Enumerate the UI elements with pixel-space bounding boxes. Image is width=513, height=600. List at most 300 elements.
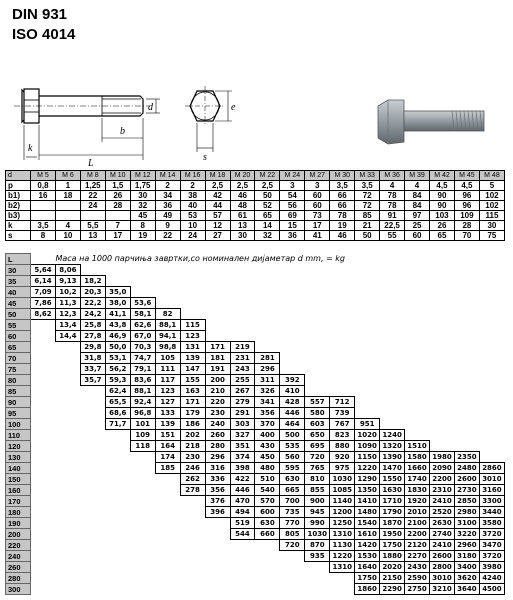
mass-empty-cell [305,276,330,287]
mass-cell: 25,8 [80,320,105,331]
mass-empty-cell [55,529,80,540]
mass-row [6,353,505,364]
dims-cell: 1,25 [80,181,105,191]
mass-cell: 231 [230,353,255,364]
mass-cell: 870 [305,540,330,551]
dims-header-cell: M 12 [130,171,155,181]
mass-empty-cell [305,573,330,584]
dims-cell: 25 [405,221,430,231]
mass-cell: 1020 [355,430,380,441]
mass-empty-cell [80,441,105,452]
mass-cell: 181 [205,353,230,364]
mass-empty-cell [255,584,280,595]
dims-cell: 32 [255,231,280,241]
mass-cell: 267 [230,386,255,397]
mass-empty-cell [130,287,155,298]
mass-empty-cell [180,265,205,276]
mass-empty-cell [130,562,155,573]
mass-empty-cell [380,276,405,287]
mass-row-label: 220 [6,540,31,551]
mass-empty-cell [255,276,280,287]
mass-row-label: 35 [6,276,31,287]
mass-empty-cell [105,485,130,496]
mass-empty-cell [454,265,479,276]
mass-cell: 3640 [454,584,479,595]
dims-cell: 90 [430,201,455,211]
mass-cell: 59,3 [105,375,130,386]
mass-cell: 2750 [405,584,430,595]
mass-empty-cell [31,529,56,540]
mass-empty-cell [305,353,330,364]
mass-cell: 1640 [355,562,380,573]
mass-empty-cell [105,474,130,485]
mass-cell: 82 [155,309,180,320]
dims-header-cell: M 30 [330,171,355,181]
mass-empty-cell [479,309,504,320]
mass-cell: 2310 [430,485,455,496]
mass-cell: 35,7 [80,375,105,386]
mass-cell: 2270 [405,551,430,562]
mass-row [6,309,505,320]
mass-empty-cell [105,496,130,507]
mass-empty-cell [380,353,405,364]
dims-cell [31,201,56,211]
dimensions-table [5,170,505,241]
mass-empty-cell [55,540,80,551]
mass-empty-cell [31,397,56,408]
mass-empty-cell [55,408,80,419]
mass-empty-cell [454,386,479,397]
mass-cell: 1350 [355,485,380,496]
mass-empty-cell [55,419,80,430]
mass-cell: 2100 [405,518,430,529]
dims-cell: 54 [280,191,305,201]
mass-cell: 12,3 [55,309,80,320]
mass-cell: 1310 [330,529,355,540]
mass-cell: 240 [205,419,230,430]
mass-empty-cell [31,331,56,342]
mass-empty-cell [479,441,504,452]
mass-cell: 1790 [380,507,405,518]
mass-cell: 480 [255,463,280,474]
mass-row [6,364,505,375]
mass-cell: 53,6 [130,298,155,309]
mass-cell: 186 [180,419,205,430]
mass-cell: 115 [180,320,205,331]
mass-empty-cell [130,584,155,595]
dims-header-cell: M 36 [380,171,405,181]
mass-empty-cell [55,430,80,441]
mass-empty-cell [155,551,180,562]
mass-cell: 117 [155,375,180,386]
mass-row [6,265,505,276]
mass-empty-cell [31,452,56,463]
mass-empty-cell [230,584,255,595]
mass-empty-cell [454,276,479,287]
dims-cell: 26 [105,191,130,201]
mass-empty-cell [380,364,405,375]
dims-cell: 49 [155,211,180,221]
dims-cell: 1 [55,181,80,191]
mass-cell: 179 [180,408,205,419]
mass-cell: 3010 [430,573,455,584]
mass-cell: 2200 [430,474,455,485]
mass-empty-cell [155,496,180,507]
mass-empty-cell [355,309,380,320]
mass-empty-cell [479,452,504,463]
dims-cell: 42 [205,191,230,201]
mass-empty-cell [355,265,380,276]
mass-empty-cell [454,375,479,386]
mass-empty-cell [80,573,105,584]
mass-empty-cell [454,353,479,364]
mass-cell: 1200 [330,507,355,518]
dims-cell: 0,8 [31,181,56,191]
mass-empty-cell [80,507,105,518]
mass-cell: 9,13 [55,276,80,287]
mass-cell: 296 [255,364,280,375]
mass-cell: 4240 [479,573,504,584]
mass-empty-cell [105,463,130,474]
mass-row-label: 70 [6,353,31,364]
mass-empty-cell [55,573,80,584]
mass-cell: 105 [155,353,180,364]
dims-cell: 96 [454,191,479,201]
mass-empty-cell [130,551,155,562]
dims-cell: 46 [230,191,255,201]
dims-cell: 41 [305,231,330,241]
dims-cell: 78 [380,191,405,201]
dims-header-cell: M 20 [230,171,255,181]
mass-cell: 68,6 [105,408,130,419]
mass-cell: 202 [180,430,205,441]
mass-cell: 1740 [405,474,430,485]
mass-row [6,540,505,551]
dims-cell: 60 [305,191,330,201]
mass-cell: 8,06 [55,265,80,276]
mass-empty-cell [155,298,180,309]
mass-empty-cell [205,551,230,562]
dims-cell: 60 [405,231,430,241]
mass-empty-cell [105,276,130,287]
dims-cell: 75 [479,231,504,241]
mass-cell: 1550 [380,474,405,485]
dims-cell: 15 [280,221,305,231]
mass-cell: 2630 [430,518,455,529]
mass-cell: 4500 [479,584,504,595]
mass-empty-cell [305,584,330,595]
dims-cell: 30 [479,221,504,231]
dims-cell: 4 [405,181,430,191]
mass-cell: 2730 [454,485,479,496]
dims-cell: 36 [280,231,305,241]
mass-empty-cell [230,309,255,320]
mass-cell: 2350 [454,452,479,463]
mass-cell: 398 [230,463,255,474]
mass-empty-cell [155,287,180,298]
mass-empty-cell [380,342,405,353]
mass-empty-cell [380,331,405,342]
mass-cell: 1420 [355,540,380,551]
mass-empty-cell [330,276,355,287]
mass-empty-cell [330,331,355,342]
mass-empty-cell [355,342,380,353]
mass-cell: 720 [305,452,330,463]
mass-cell: 464 [280,419,305,430]
mass-empty-cell [454,430,479,441]
mass-empty-cell [430,408,455,419]
mass-cell: 92,4 [130,397,155,408]
dims-cell: 2,5 [230,181,255,191]
mass-cell: 3580 [479,518,504,529]
dims-cell: 65 [255,211,280,221]
mass-empty-cell [330,287,355,298]
mass-row [6,518,505,529]
mass-empty-cell [205,276,230,287]
bolt-photo [372,96,492,148]
mass-row-label: 60 [6,331,31,342]
dims-cell: 3,5 [355,181,380,191]
mass-empty-cell [305,309,330,320]
mass-cell: 767 [330,419,355,430]
mass-empty-cell [405,430,430,441]
mass-empty-cell [405,397,430,408]
mass-cell: 557 [305,397,330,408]
mass-cell: 855 [305,485,330,496]
mass-empty-cell [155,540,180,551]
mass-cell: 316 [205,463,230,474]
mass-cell: 1630 [380,485,405,496]
mass-cell: 1140 [330,496,355,507]
mass-row-label: 90 [6,397,31,408]
mass-empty-cell [255,551,280,562]
standard-title-din: DIN 931 [12,6,68,23]
mass-empty-cell [180,276,205,287]
mass-cell: 396 [205,507,230,518]
mass-empty-cell [230,320,255,331]
mass-empty-cell [305,375,330,386]
mass-l-header: L [6,254,31,265]
mass-empty-cell [205,529,230,540]
mass-empty-cell [405,265,430,276]
mass-empty-cell [479,375,504,386]
dims-header-cell: M 33 [355,171,380,181]
mass-empty-cell [405,287,430,298]
mass-empty-cell [280,320,305,331]
mass-cell: 540 [255,485,280,496]
mass-empty-cell [55,496,80,507]
mass-cell: 1085 [330,485,355,496]
mass-empty-cell [130,474,155,485]
mass-empty-cell [55,342,80,353]
label-s: s [203,152,207,163]
dims-cell: 14 [255,221,280,231]
dims-cell: 24 [80,201,105,211]
mass-empty-cell [55,441,80,452]
mass-cell: 660 [255,529,280,540]
dims-cell: 56 [280,201,305,211]
mass-cell: 430 [255,441,280,452]
mass-cell: 2850 [454,496,479,507]
mass-cell: 262 [180,474,205,485]
mass-row-label: 65 [6,342,31,353]
mass-empty-cell [105,573,130,584]
dims-cell: 2,5 [205,181,230,191]
dims-cell: 3,5 [31,221,56,231]
mass-cell: 3720 [479,529,504,540]
mass-empty-cell [130,265,155,276]
mass-empty-cell [405,375,430,386]
mass-cell: 630 [255,518,280,529]
mass-empty-cell [430,276,455,287]
mass-cell: 1390 [380,452,405,463]
mass-cell: 2200 [405,529,430,540]
mass-empty-cell [230,573,255,584]
mass-empty-cell [80,397,105,408]
mass-cell: 392 [280,375,305,386]
mass-empty-cell [80,463,105,474]
mass-empty-cell [330,386,355,397]
dims-cell: 52 [255,201,280,211]
mass-cell: 185 [155,463,180,474]
mass-cell: 570 [255,496,280,507]
dims-cell: 60 [305,201,330,211]
mass-empty-cell [405,342,430,353]
dims-cell: 103 [430,211,455,221]
mass-empty-cell [180,518,205,529]
dims-cell: 36 [155,201,180,211]
mass-empty-cell [230,540,255,551]
mass-empty-cell [380,309,405,320]
mass-cell: 450 [255,452,280,463]
mass-empty-cell [80,529,105,540]
mass-empty-cell [430,364,455,375]
dims-cell: 4 [380,181,405,191]
mass-empty-cell [55,397,80,408]
mass-empty-cell [80,551,105,562]
mass-empty-cell [280,265,305,276]
mass-empty-cell [355,320,380,331]
mass-cell: 164 [155,441,180,452]
mass-empty-cell [454,331,479,342]
mass-empty-cell [31,584,56,595]
dims-cell: 85 [355,211,380,221]
mass-empty-cell [55,584,80,595]
mass-cell: 2020 [380,562,405,573]
mass-empty-cell [280,562,305,573]
mass-empty-cell [330,353,355,364]
mass-empty-cell [330,342,355,353]
label-d: d [148,102,153,113]
mass-empty-cell [230,331,255,342]
mass-empty-cell [31,518,56,529]
mass-row [6,320,505,331]
mass-cell: 1980 [430,452,455,463]
mass-empty-cell [280,287,305,298]
mass-empty-cell [205,287,230,298]
mass-cell: 1410 [355,496,380,507]
mass-cell: 356 [205,485,230,496]
mass-cell: 83,6 [130,375,155,386]
mass-empty-cell [479,287,504,298]
label-b: b [120,126,125,137]
mass-cell: 600 [255,507,280,518]
mass-cell: 2430 [405,562,430,573]
mass-empty-cell [280,276,305,287]
mass-empty-cell [330,298,355,309]
mass-cell: 603 [305,419,330,430]
mass-cell: 98,8 [155,342,180,353]
dims-cell: 44 [205,201,230,211]
mass-cell: 38,0 [105,298,130,309]
mass-empty-cell [330,309,355,320]
mass-empty-cell [105,441,130,452]
mass-cell: 720 [280,540,305,551]
mass-empty-cell [479,408,504,419]
mass-empty-cell [155,518,180,529]
mass-empty-cell [230,265,255,276]
dims-cell: 66 [330,191,355,201]
mass-empty-cell [105,540,130,551]
mass-cell: 155 [180,375,205,386]
mass-empty-cell [205,540,230,551]
dims-cell: 96 [454,201,479,211]
dims-cell: 22 [155,231,180,241]
dims-header-cell: M 22 [255,171,280,181]
mass-cell: 101 [130,419,155,430]
mass-cell: 1220 [330,551,355,562]
dims-header-cell: M 18 [205,171,230,181]
dims-cell: 7 [105,221,130,231]
mass-empty-cell [155,507,180,518]
mass-empty-cell [479,353,504,364]
mass-empty-cell [430,353,455,364]
mass-cell: 62,6 [130,320,155,331]
mass-cell: 500 [280,430,305,441]
mass-cell: 1660 [405,463,430,474]
mass-cell: 374 [230,452,255,463]
mass-empty-cell [130,452,155,463]
mass-row-label: 280 [6,573,31,584]
mass-cell: 5,64 [31,265,56,276]
mass-empty-cell [205,265,230,276]
bolt-technical-drawing [0,80,360,166]
mass-cell: 370 [255,419,280,430]
mass-cell: 823 [330,430,355,441]
mass-cell: 494 [230,507,255,518]
mass-empty-cell [31,386,56,397]
mass-cell: 218 [180,441,205,452]
dims-header-cell: M 48 [479,171,504,181]
mass-empty-cell [105,265,130,276]
mass-cell: 94,1 [155,331,180,342]
mass-row-label: 190 [6,518,31,529]
mass-empty-cell [230,287,255,298]
dims-cell: 72 [355,201,380,211]
mass-cell: 151 [155,430,180,441]
mass-empty-cell [55,485,80,496]
mass-empty-cell [255,342,280,353]
mass-cell: 665 [280,485,305,496]
mass-cell: 210 [205,386,230,397]
mass-row [6,408,505,419]
mass-cell: 243 [230,364,255,375]
mass-empty-cell [479,265,504,276]
mass-cell: 14,4 [55,331,80,342]
mass-cell: 1860 [355,584,380,595]
mass-cell: 311 [255,375,280,386]
mass-cell: 810 [305,474,330,485]
